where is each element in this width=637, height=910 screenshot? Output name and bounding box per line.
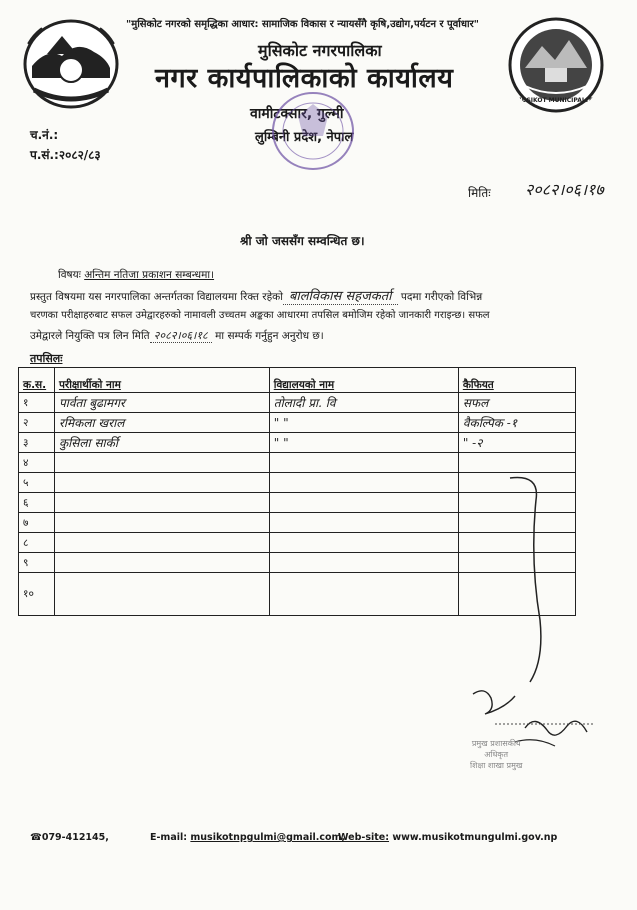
cell-candidate-name: कुसिला सार्की <box>54 433 269 453</box>
cell-school-name: " " <box>269 413 458 433</box>
stamp-line-1: प्रमुख प्रशासकीय <box>471 739 521 748</box>
subject-text: अन्तिम नतिजा प्रकाशन सम्बन्धमा। <box>84 269 215 281</box>
website-link[interactable]: www.musikotmungulmi.gov.np <box>392 832 558 843</box>
cell-candidate-name <box>54 553 269 573</box>
footer-phone: ☎079-412145, <box>30 832 109 843</box>
body-line-3 <box>30 328 324 343</box>
musikot-municipality-logo <box>507 16 605 114</box>
header-school-name: विद्यालयको नाम <box>269 368 458 393</box>
appointment-date-handwritten: २०८२।०६।१८ <box>150 329 212 343</box>
cell-school-name <box>269 513 458 533</box>
municipality-name: मुसिकोट नगरपालिका <box>258 41 382 60</box>
cell-serial: ९ <box>19 553 55 573</box>
subject-line <box>58 268 214 282</box>
cell-school-name <box>269 553 458 573</box>
date-value-handwritten: २०८२।०६।१७ <box>525 180 604 199</box>
cell-serial: ६ <box>19 493 55 513</box>
appendix-heading: तपसिलः <box>30 352 63 365</box>
address-line-2: लुम्बिनी प्रदेश, नेपाल <box>255 130 354 145</box>
stamp-line-2: अधिकृत <box>484 750 509 759</box>
table-row <box>19 553 576 573</box>
signature-stamp <box>470 738 522 771</box>
header-remarks: कैफियत <box>458 368 575 393</box>
cell-candidate-name: पार्वता बुढामगर <box>54 393 269 413</box>
letter-number-label: च.नं.: <box>30 128 59 142</box>
cell-school-name: " " <box>269 433 458 453</box>
cell-serial: १ <box>19 393 55 413</box>
post-name-handwritten: बालविकास सहजकर्ता <box>283 289 398 305</box>
cell-serial: ८ <box>19 533 55 553</box>
body-line-3-pre: उमेद्वारले नियुक्ति पत्र लिन मिति <box>30 330 150 342</box>
header-serial: क.स. <box>19 368 55 393</box>
table-row <box>19 413 576 433</box>
header-candidate-name: परीक्षार्थीको नाम <box>54 368 269 393</box>
cell-candidate-name <box>54 493 269 513</box>
cell-candidate-name <box>54 513 269 533</box>
cell-candidate-name: रमिकला खराल <box>54 413 269 433</box>
cell-school-name <box>269 533 458 553</box>
body-line-1-pre: प्रस्तुत विषयमा यस नगरपालिका अन्तर्गतका विद्यालयमा रिक्त रहेको <box>30 291 283 303</box>
cell-school-name <box>269 573 458 616</box>
subject-label: विषयः <box>58 269 81 281</box>
body-line-2: चरणका परीक्षाहरुबाट सफल उमेद्वारहरुको नामावली उच्चतम अङ्कका आधारमा तपसिल बमोजिम रहेको जानकारी गराइन्छ। सफल <box>30 310 490 321</box>
table-row <box>19 453 576 473</box>
cell-candidate-name <box>54 533 269 553</box>
office-title: नगर कार्यपालिकाको कार्यालय <box>155 63 454 94</box>
office-stamp <box>268 86 358 176</box>
cell-candidate-name <box>54 453 269 473</box>
cell-school-name <box>269 473 458 493</box>
table-row <box>19 513 576 533</box>
table-row <box>19 493 576 513</box>
recipient-line: श्री जो जससँग सम्वन्धित छ। <box>240 234 365 248</box>
nepal-emblem-logo <box>22 18 120 110</box>
remarks-strike-mark <box>500 470 560 690</box>
email-link[interactable]: musikotnpgulmi@gmail.com, <box>190 832 346 843</box>
address-line-1: वामीटक्सार, गुल्मी <box>250 106 344 122</box>
cell-remarks: वैकल्पिक -१ <box>458 413 575 433</box>
cell-serial: १० <box>19 573 55 616</box>
cell-school-name <box>269 493 458 513</box>
table-row <box>19 573 576 616</box>
cell-serial: ५ <box>19 473 55 493</box>
website-label: Web-site: <box>338 832 390 843</box>
cell-candidate-name <box>54 473 269 493</box>
cell-serial: २ <box>19 413 55 433</box>
table-row <box>19 393 576 413</box>
footer-website <box>338 832 557 843</box>
cell-serial: ३ <box>19 433 55 453</box>
cell-remarks: " -२ <box>458 433 575 453</box>
table-row <box>19 533 576 553</box>
results-table <box>18 367 576 616</box>
footer-email <box>150 832 345 843</box>
body-line-3-post: मा सम्पर्क गर्नुहुन अनुरोध छ। <box>215 330 324 342</box>
cell-school-name <box>269 453 458 473</box>
cell-remarks: सफल <box>458 393 575 413</box>
table-row <box>19 433 576 453</box>
municipality-motto: "मुसिकोट नगरको समृद्धिका आधार: सामाजिक विकास र न्यायसँगै कृषि,उद्योग,पर्यटन र पूर्वाधार" <box>126 19 479 30</box>
table-row <box>19 473 576 493</box>
email-label: E-mail: <box>150 832 188 843</box>
cell-school-name: तोलादी प्रा. वि <box>269 393 458 413</box>
stamp-line-3: शिक्षा शाखा प्रमुख <box>470 761 523 770</box>
body-line-1-post: पदमा गरीएको विभिन्न <box>400 291 483 303</box>
cell-serial: ७ <box>19 513 55 533</box>
right-logo-text: MUSIKOT MUNICIPALITY <box>515 97 597 104</box>
cell-serial: ४ <box>19 453 55 473</box>
reference-number: प.सं.:२०८२/८३ <box>30 148 101 162</box>
date-label: मितिः <box>468 186 491 200</box>
cell-candidate-name <box>54 573 269 616</box>
body-line-1 <box>30 286 482 304</box>
table-header-row <box>19 368 576 393</box>
